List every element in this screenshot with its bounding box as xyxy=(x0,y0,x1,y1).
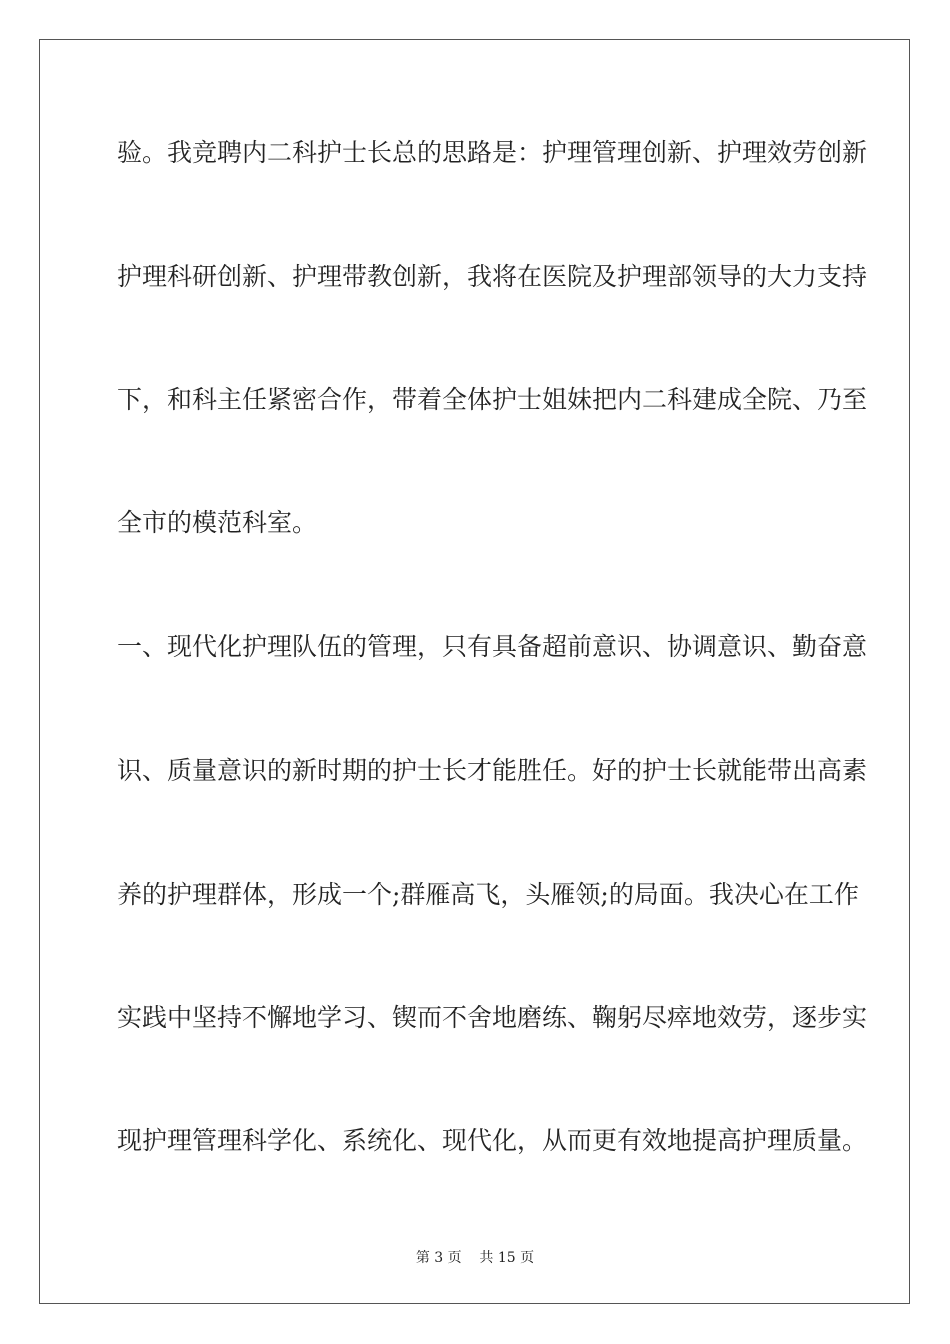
body-text-line: 养的护理群体，形成一个;群雁高飞，头雁领;的局面。我决心在工作 xyxy=(117,880,859,909)
body-text-line: 验。我竞聘内二科护士长总的思路是：护理管理创新、护理效劳创新 xyxy=(117,138,868,167)
body-text-line: 实践中坚持不懈地学习、锲而不舍地磨练、鞠躬尽瘁地效劳，逐步实 xyxy=(117,1003,868,1032)
body-text-line: 下，和科主任紧密合作，带着全体护士姐妹把内二科建成全院、乃至 xyxy=(117,385,868,414)
body-text-line: 识、质量意识的新时期的护士长才能胜任。好的护士长就能带出高素 xyxy=(117,756,868,785)
body-text-line: 一、现代化护理队伍的管理，只有具备超前意识、协调意识、勤奋意 xyxy=(117,632,868,661)
body-text-line: 护理科研创新、护理带教创新，我将在医院及护理部领导的大力支持 xyxy=(117,262,868,291)
body-text-line: 现护理管理科学化、系统化、现代化，从而更有效地提高护理质量。 xyxy=(117,1126,868,1155)
page-number-footer: 第 3 页 共 15 页 xyxy=(415,1250,535,1266)
page-border xyxy=(39,39,910,1304)
body-text-line: 全市的模范科室。 xyxy=(117,508,318,537)
